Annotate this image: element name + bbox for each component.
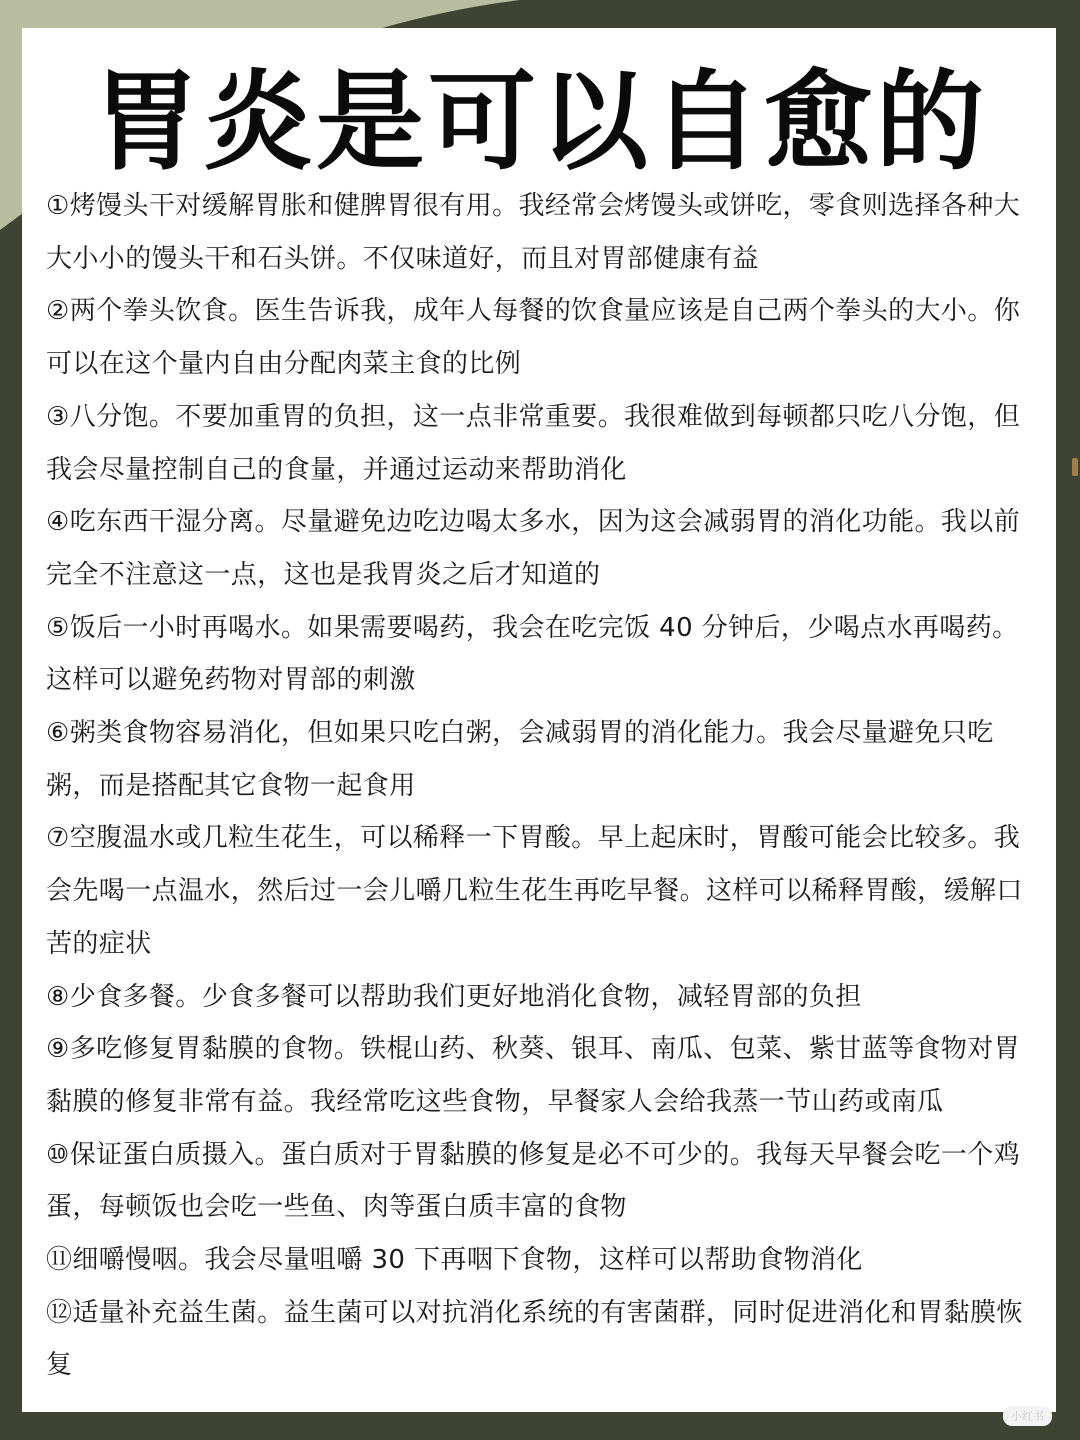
- tip-item-3: ③八分饱。不要加重胃的负担，这一点非常重要。我很难做到每顿都只吃八分饱，但我会尽量控制自己的食量，并通过运动来帮助消化: [46, 401, 1021, 485]
- tip-item-9: ⑨多吃修复胃黏膜的食物。铁棍山药、秋葵、银耳、南瓜、包菜、紫甘蓝等食物对胃黏膜的修复非常有益。我经常吃这些食物，早餐家人会给我蒸一节山药或南瓜: [46, 1034, 1021, 1117]
- tip-item-4: ④吃东西干湿分离。尽量避免边吃边喝太多水，因为这会减弱胃的消化功能。我以前完全不注意这一点，这也是我胃炎之后才知道的: [46, 507, 1021, 590]
- edge-marker: [1072, 458, 1078, 476]
- tip-item-5: ⑤饭后一小时再喝水。如果需要喝药，我会在吃完饭 40 分钟后，少喝点水再喝药。这样可以避免药物对胃部的刺激: [46, 612, 1019, 696]
- tip-item-1: ①烤馒头干对缓解胃胀和健脾胃很有用。我经常会烤馒头或饼吃，零食则选择各种大大小小的馒头干和石头饼。不仅味道好，而且对胃部健康有益: [46, 191, 1021, 274]
- tip-item-12: ⑫适量补充益生菌。益生菌可以对抗消化系统的有害菌群，同时促进消化和胃黏膜恢复: [46, 1297, 1023, 1381]
- tip-item-2: ②两个拳头饮食。医生告诉我，成年人每餐的饮食量应该是自己两个拳头的大小。你可以在这个量内自由分配肉菜主食的比例: [46, 296, 1021, 380]
- platform-watermark: 小红书: [1003, 1406, 1052, 1426]
- tip-item-7: ⑦空腹温水或几粒生花生，可以稀释一下胃酸。早上起床时，胃酸可能会比较多。我会先喝一点温水，然后过一会儿嚼几粒生花生再吃早餐。这样可以稀释胃酸，缓解口苦的症状: [46, 823, 1023, 959]
- tips-list: [46, 180, 1036, 1392]
- tip-item-8: ⑧少食多餐。少食多餐可以帮助我们更好地消化食物，减轻胃部的负担: [46, 981, 862, 1012]
- tip-item-6: ⑥粥类食物容易消化，但如果只吃白粥，会减弱胃的消化能力。我会尽量避免只吃粥，而是搭配其它食物一起食用: [46, 718, 994, 801]
- tip-item-11: ⑪细嚼慢咽。我会尽量咀嚼 30 下再咽下食物，这样可以帮助食物消化: [46, 1245, 863, 1276]
- tip-item-10: ⑩保证蛋白质摄入。蛋白质对于胃黏膜的修复是必不可少的。我每天早餐会吃一个鸡蛋，每顿饭也会吃一些鱼、肉等蛋白质丰富的食物: [46, 1139, 1021, 1223]
- page-title: 胃炎是可以自愈的: [91, 60, 988, 185]
